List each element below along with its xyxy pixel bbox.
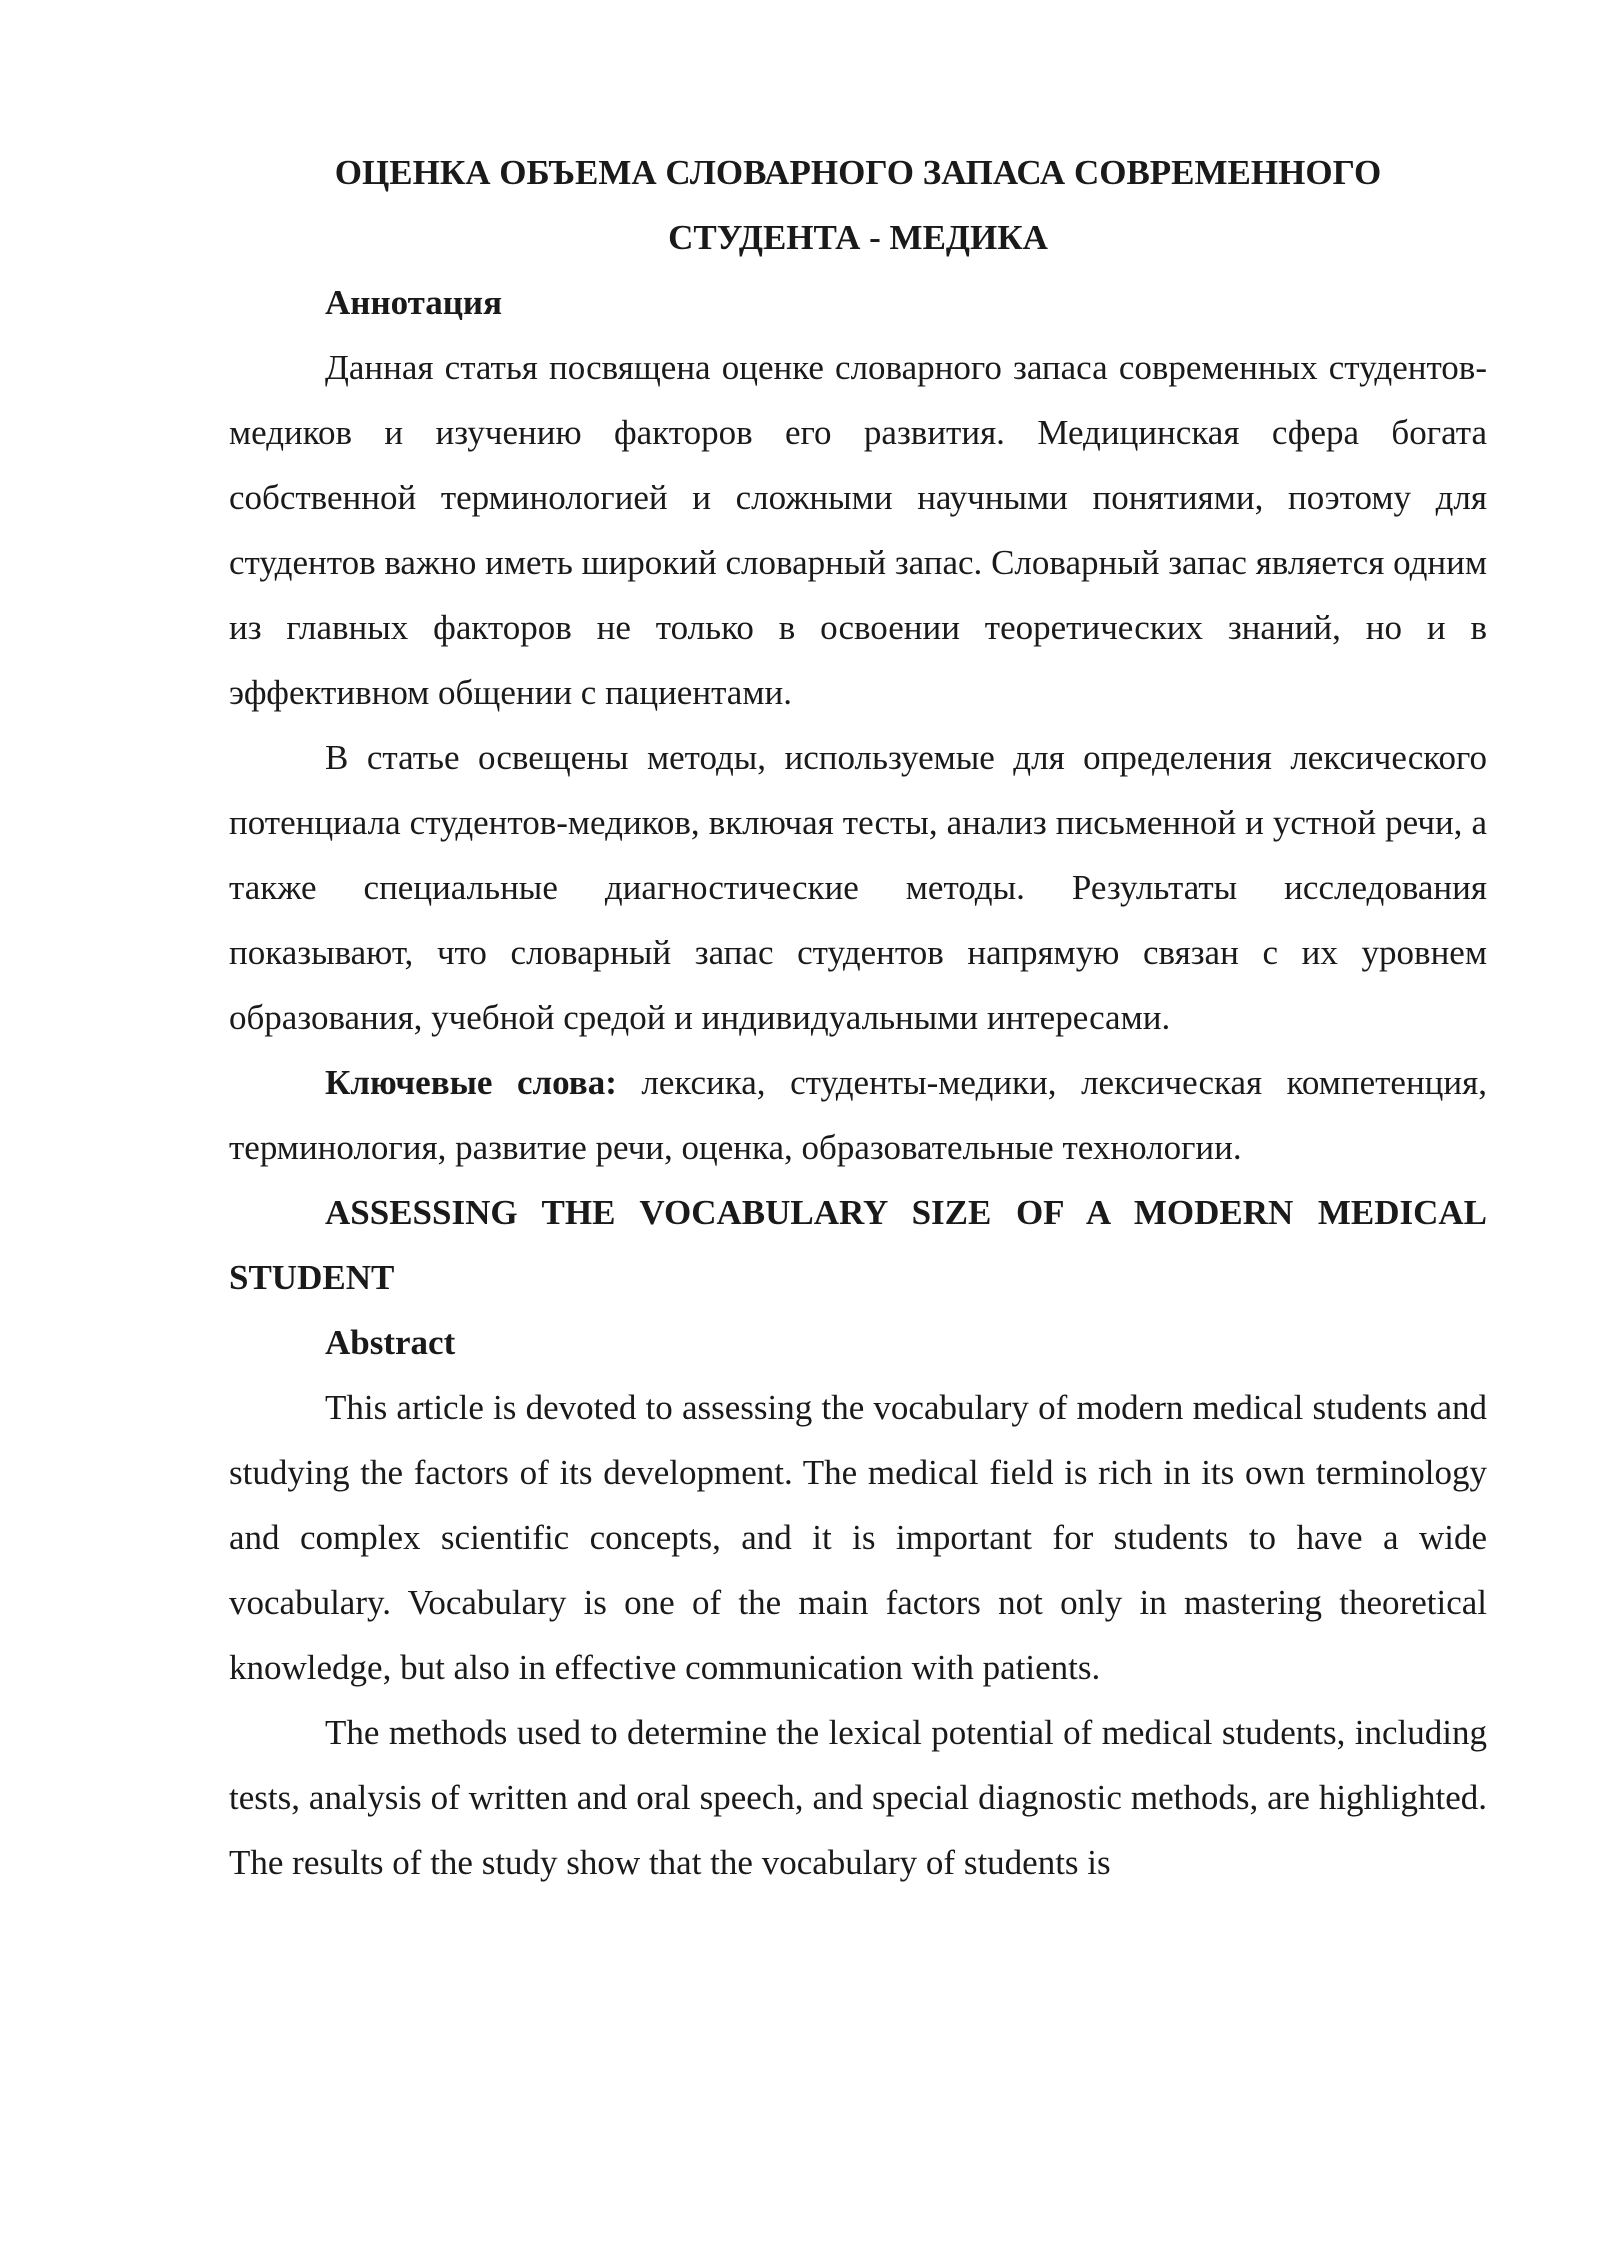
en-paragraph-2: The methods used to determine the lexical potential of medical students, including tests, analysis of written and oral speech, and special diagnostic methods, are highlighted. The results of the study show that the vocabulary of students is — [229, 1713, 1487, 1882]
ru-annotation-heading: Аннотация — [325, 283, 503, 322]
ru-keywords-label: Ключевые слова: — [325, 1063, 617, 1102]
ru-title-line-1: ОЦЕНКА ОБЪЕМА СЛОВАРНОГО ЗАПАСА СОВРЕМЕННОГО — [334, 153, 1382, 192]
ru-paragraph-1: Данная статья посвящена оценке словарного запаса современных студентов-медиков и изучению факторов его развития. Медицинская сфера богата собственной терминологией и сложными научными понятиями, поэтому для студентов важно иметь широкий словарный запас. Словарный запас является одним из главных факторов не только в освоении теоретических знаний, но и в эффективном общении с пациентами. — [229, 348, 1487, 712]
en-title: ASSESSING THE VOCABULARY SIZE OF A MODERN MEDICAL STUDENT — [229, 1193, 1487, 1297]
ru-title — [229, 140, 1487, 270]
en-abstract-heading: Abstract — [325, 1323, 456, 1362]
en-paragraph-1: This article is devoted to assessing the vocabulary of modern medical students and studying the factors of its development. The medical field is rich in its own terminology and complex scientific concepts, and it is important for students to have a wide vocabulary. Vocabulary is one of the main factors not only in mastering theoretical knowledge, but also in effective communication with patients. — [229, 1388, 1487, 1687]
document-page — [229, 140, 1487, 1895]
ru-keywords-text: лексика, студенты-медики, лексическая компетенция, терминология, развитие речи, оценка, образовательные технологии. — [229, 1063, 1487, 1167]
ru-keywords — [229, 1050, 1487, 1180]
ru-paragraph-2: В статье освещены методы, используемые для определения лексического потенциала студентов-медиков, включая тесты, анализ письменной и устной речи, а также специальные диагностические методы. Результаты исследования показывают, что словарный запас студентов напрямую связан с их уровнем образования, учебной средой и индивидуальными интересами. — [229, 738, 1487, 1037]
ru-title-line-2: СТУДЕНТА - МЕДИКА — [668, 218, 1048, 257]
